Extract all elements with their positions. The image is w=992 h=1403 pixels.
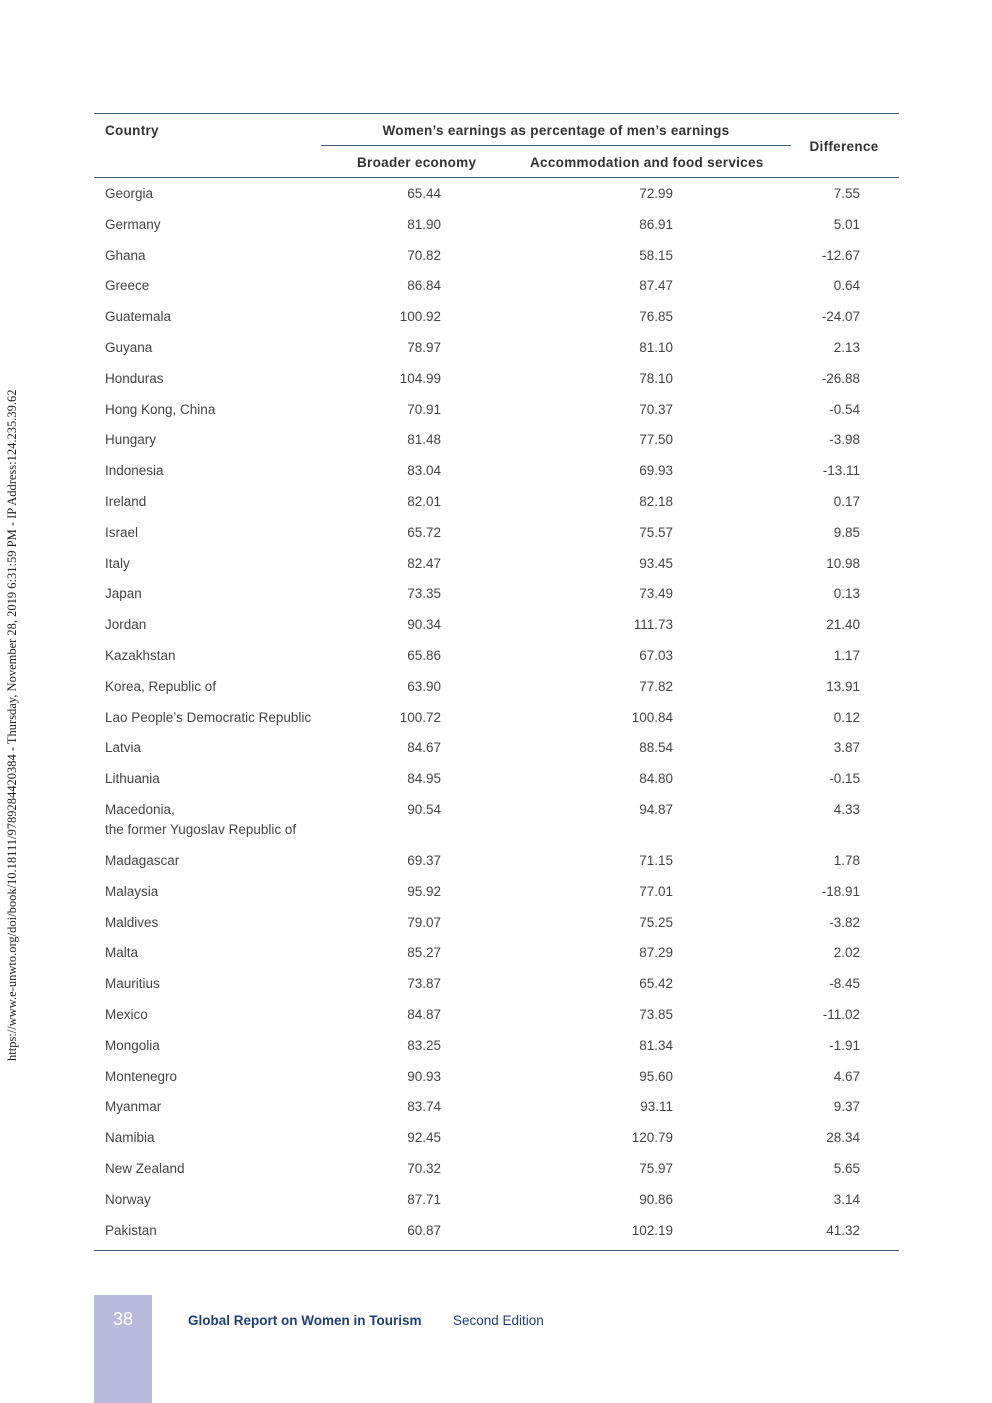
cell-country-text-line2: the former Yugoslav Republic of: [105, 821, 297, 837]
cell-country: [105, 1036, 320, 1056]
cell-difference: 1.17: [833, 647, 860, 663]
table-row: [94, 456, 899, 487]
cell-accommodation-food: 73.49: [639, 586, 673, 602]
cell-accommodation-food: 67.03: [639, 647, 673, 663]
cell-broader-economy: 65.44: [407, 186, 441, 201]
cell-country-text: Pakistan: [105, 1222, 157, 1238]
cell-difference: -0.54: [829, 401, 860, 417]
cell-country-text: Jordan: [105, 617, 147, 633]
header-group-rule: [321, 145, 791, 146]
cell-country-text: Mexico: [105, 1006, 148, 1022]
cell-country-text: Mauritius: [105, 976, 160, 992]
cell-country: [105, 1097, 320, 1117]
cell-country: [105, 554, 320, 574]
cell-country-text: Ghana: [105, 247, 146, 263]
cell-difference: -1.91: [829, 1037, 860, 1053]
cell-accommodation-food: 100.84: [631, 709, 673, 725]
cell-broader-economy: 78.97: [407, 339, 441, 355]
cell-accommodation-food: 81.10: [639, 339, 673, 355]
cell-country: [105, 523, 320, 543]
cell-difference: -0.15: [829, 771, 860, 787]
cell-difference: 5.65: [833, 1160, 860, 1176]
cell-country-text: Maldives: [105, 914, 159, 930]
cell-broader-economy: 100.92: [399, 309, 441, 325]
cell-broader-economy: 83.74: [407, 1099, 441, 1115]
cell-country: [105, 246, 320, 266]
cell-country: [105, 430, 320, 450]
cell-country-text: Lithuania: [105, 771, 160, 787]
cell-accommodation-food: 82.18: [639, 493, 673, 509]
cell-accommodation-food: 70.37: [639, 401, 673, 417]
cell-country-text: New Zealand: [105, 1160, 185, 1176]
cell-country: [105, 1005, 320, 1025]
cell-difference: -18.91: [821, 883, 860, 899]
cell-broader-economy: 104.99: [399, 370, 441, 386]
cell-country: [105, 369, 320, 389]
cell-broader-economy: 79.07: [407, 914, 441, 930]
cell-country: [105, 461, 320, 481]
table-row: [94, 333, 899, 364]
cell-difference: 3.87: [833, 740, 860, 756]
cell-broader-economy: 63.90: [407, 678, 441, 694]
cell-country-text: Myanmar: [105, 1099, 162, 1115]
cell-country: [105, 1128, 320, 1148]
cell-broader-economy: 84.67: [407, 740, 441, 756]
cell-country: [105, 492, 320, 512]
table-row: [94, 1154, 899, 1185]
table-row: [94, 733, 899, 764]
cell-country: [105, 215, 320, 235]
table-row: [94, 877, 899, 908]
cell-country-text: Malta: [105, 945, 139, 961]
cell-accommodation-food: 87.29: [639, 945, 673, 961]
cell-broader-economy: 60.87: [407, 1222, 441, 1238]
cell-country-text: Norway: [105, 1191, 151, 1207]
cell-difference: 2.02: [833, 945, 860, 961]
table-row: [94, 969, 899, 1000]
cell-country-text: Hungary: [105, 432, 157, 448]
cell-country-text: Honduras: [105, 370, 164, 386]
cell-difference: 0.12: [833, 709, 860, 725]
cell-difference: -8.45: [829, 976, 860, 992]
table-row: [94, 302, 899, 333]
table-row: [94, 549, 899, 580]
table-row: [94, 364, 899, 395]
cell-country-text: Lao People’s Democratic Republic: [105, 709, 312, 725]
cell-country-text: Georgia: [105, 186, 154, 201]
cell-difference: 2.13: [833, 339, 860, 355]
cell-country-text: Japan: [105, 586, 142, 602]
cell-accommodation-food: 84.80: [639, 771, 673, 787]
cell-accommodation-food: 73.85: [639, 1006, 673, 1022]
cell-accommodation-food: 78.10: [639, 370, 673, 386]
page-number: 38: [112, 1309, 134, 1329]
cell-country: [105, 584, 320, 604]
table-row: [94, 938, 899, 969]
cell-country-text: Kazakhstan: [105, 647, 176, 663]
cell-difference: 0.64: [833, 278, 860, 294]
header-country: Country: [105, 123, 159, 138]
cell-country-text: Mongolia: [105, 1037, 160, 1053]
cell-broader-economy: 84.95: [407, 771, 441, 787]
cell-country-text: Guatemala: [105, 309, 172, 325]
cell-broader-economy: 81.90: [407, 216, 441, 232]
cell-broader-economy: 95.92: [407, 883, 441, 899]
cell-country: [105, 1067, 320, 1087]
report-edition: Second Edition: [453, 1313, 544, 1328]
cell-accommodation-food: 76.85: [639, 309, 673, 325]
table-bottom-rule: [94, 1250, 899, 1251]
cell-broader-economy: 87.71: [407, 1191, 441, 1207]
table-row: [94, 271, 899, 302]
cell-difference: 41.32: [826, 1222, 860, 1238]
cell-accommodation-food: 77.50: [639, 432, 673, 448]
cell-country: [105, 615, 320, 635]
cell-difference: 9.37: [833, 1099, 860, 1115]
cell-accommodation-food: 77.01: [639, 883, 673, 899]
cell-country-text: Indonesia: [105, 463, 164, 479]
table-row: [94, 241, 899, 272]
cell-country: [105, 851, 320, 871]
cell-country: [105, 913, 320, 933]
cell-difference: -3.98: [829, 432, 860, 448]
cell-accommodation-food: 86.91: [639, 216, 673, 232]
table-row: [94, 579, 899, 610]
cell-broader-economy: 90.34: [407, 617, 441, 633]
cell-accommodation-food: 111.73: [633, 617, 673, 633]
cell-accommodation-food: 71.15: [639, 852, 673, 868]
table-row: [94, 908, 899, 939]
cell-accommodation-food: 77.82: [639, 678, 673, 694]
cell-country: [105, 276, 320, 296]
header-bottom-rule: [94, 177, 899, 178]
cell-country-text: Korea, Republic of: [105, 678, 217, 694]
cell-broader-economy: 70.32: [407, 1160, 441, 1176]
cell-country-text: Greece: [105, 278, 150, 294]
table-row: [94, 1092, 899, 1123]
cell-country-text: Israel: [105, 524, 139, 540]
cell-country: [105, 738, 320, 758]
cell-difference: 10.98: [826, 555, 860, 571]
table-row: [94, 210, 899, 241]
cell-broader-economy: 92.45: [407, 1130, 441, 1146]
cell-broader-economy: 82.01: [407, 493, 441, 509]
cell-difference: -26.88: [821, 370, 860, 386]
cell-country: [105, 882, 320, 902]
cell-accommodation-food: 93.11: [640, 1099, 673, 1115]
cell-accommodation-food: 75.97: [639, 1160, 673, 1176]
cell-difference: 21.40: [826, 617, 860, 633]
cell-country: [105, 400, 320, 420]
table-row: [94, 1216, 899, 1247]
table-row: [94, 1123, 899, 1154]
cell-accommodation-food: 87.47: [639, 278, 673, 294]
cell-accommodation-food: 90.86: [639, 1191, 673, 1207]
cell-difference: -13.11: [822, 463, 860, 479]
header-earnings-group: Women’s earnings as percentage of men’s earnings: [382, 123, 730, 138]
cell-country: [105, 769, 320, 789]
cell-country: [105, 974, 320, 994]
cell-difference: -3.82: [829, 914, 860, 930]
cell-country-text: Italy: [105, 555, 130, 571]
cell-country-text: Germany: [105, 216, 161, 232]
cell-difference: 13.91: [826, 678, 860, 694]
cell-broader-economy: 90.93: [407, 1068, 441, 1084]
cell-broader-economy: 70.82: [407, 247, 441, 263]
cell-country: [105, 1190, 320, 1210]
cell-broader-economy: 70.91: [407, 401, 441, 417]
cell-broader-economy: 85.27: [407, 945, 441, 961]
cell-country-text: Madagascar: [105, 852, 180, 868]
cell-accommodation-food: 93.45: [639, 555, 673, 571]
cell-difference: 4.33: [833, 801, 860, 817]
cell-accommodation-food: 94.87: [639, 801, 673, 817]
cell-country: [105, 184, 320, 204]
cell-difference: 4.67: [833, 1068, 860, 1084]
cell-broader-economy: 84.87: [407, 1006, 441, 1022]
cell-broader-economy: 82.47: [407, 555, 441, 571]
table-row: [94, 518, 899, 549]
cell-broader-economy: 86.84: [407, 278, 441, 294]
cell-accommodation-food: 95.60: [639, 1068, 673, 1084]
cell-difference: 7.55: [833, 186, 860, 201]
cell-broader-economy: 83.04: [407, 463, 441, 479]
table-row: [94, 425, 899, 456]
cell-broader-economy: 69.37: [407, 852, 441, 868]
cell-country: [105, 943, 320, 963]
table-row: [94, 1031, 899, 1062]
table-row: [94, 1062, 899, 1093]
cell-accommodation-food: 120.79: [631, 1130, 673, 1146]
cell-country-text: Montenegro: [105, 1068, 178, 1084]
table-row: [94, 1185, 899, 1216]
table-row: [94, 703, 899, 734]
cell-broader-economy: 73.87: [407, 976, 441, 992]
header-accommodation-food: Accommodation and food services: [530, 155, 764, 170]
cell-country: [105, 1221, 320, 1241]
table-row: [94, 395, 899, 426]
header-difference: Difference: [809, 139, 879, 154]
cell-country: [105, 646, 320, 666]
cell-country: [105, 338, 320, 358]
cell-difference: -24.07: [821, 309, 860, 325]
cell-broader-economy: 81.48: [407, 432, 441, 448]
cell-country: [105, 307, 320, 327]
access-watermark: https://www.e-unwto.org/doi/book/10.18111/9789284420384 - Thursday, November 28, 2019 6:31:59 PM - IP Address:124.235.39.62: [5, 389, 19, 1061]
cell-country-text: Hong Kong, China: [105, 401, 216, 417]
cell-accommodation-food: 65.42: [639, 976, 673, 992]
table-body: [94, 179, 899, 1251]
table-row: [94, 672, 899, 703]
cell-country: [105, 677, 320, 697]
cell-country-text: Latvia: [105, 740, 142, 756]
cell-broader-economy: 73.35: [407, 586, 441, 602]
table-row: [94, 795, 899, 846]
table-row: [94, 610, 899, 641]
table-row: [94, 1000, 899, 1031]
cell-country: [105, 800, 320, 840]
page-number-box: [94, 1295, 152, 1403]
cell-accommodation-food: 72.99: [639, 186, 673, 201]
cell-broader-economy: 100.72: [399, 709, 441, 725]
report-title: Global Report on Women in Tourism: [188, 1313, 422, 1328]
table-row: [94, 846, 899, 877]
cell-country: [105, 708, 320, 728]
cell-country-text: Macedonia,: [105, 801, 175, 817]
cell-difference: 3.14: [833, 1191, 860, 1207]
cell-broader-economy: 90.54: [407, 801, 441, 817]
table-top-rule: [94, 113, 899, 114]
cell-difference: 9.85: [833, 524, 860, 540]
cell-country-text: Namibia: [105, 1130, 155, 1146]
cell-accommodation-food: 58.15: [639, 247, 673, 263]
cell-broader-economy: 83.25: [407, 1037, 441, 1053]
table-row: [94, 179, 899, 210]
cell-accommodation-food: 88.54: [639, 740, 673, 756]
cell-broader-economy: 65.72: [407, 524, 441, 540]
cell-difference: 1.78: [833, 852, 860, 868]
table-row: [94, 641, 899, 672]
table-row: [94, 487, 899, 518]
cell-difference: 28.34: [826, 1130, 860, 1146]
cell-country-text: Guyana: [105, 339, 153, 355]
table-row: [94, 764, 899, 795]
cell-broader-economy: 65.86: [407, 647, 441, 663]
cell-difference: -12.67: [821, 247, 860, 263]
cell-difference: 0.17: [833, 493, 860, 509]
cell-accommodation-food: 69.93: [639, 463, 673, 479]
cell-country-text: Ireland: [105, 493, 147, 509]
header-broader-economy: Broader economy: [357, 155, 477, 170]
cell-accommodation-food: 102.19: [631, 1222, 673, 1238]
cell-difference: 0.13: [833, 586, 860, 602]
cell-accommodation-food: 75.25: [639, 914, 673, 930]
cell-accommodation-food: 81.34: [639, 1037, 673, 1053]
cell-country-text: Malaysia: [105, 883, 159, 899]
cell-difference: -11.02: [822, 1006, 860, 1022]
cell-country: [105, 1159, 320, 1179]
cell-accommodation-food: 75.57: [639, 524, 673, 540]
cell-difference: 5.01: [833, 216, 860, 232]
